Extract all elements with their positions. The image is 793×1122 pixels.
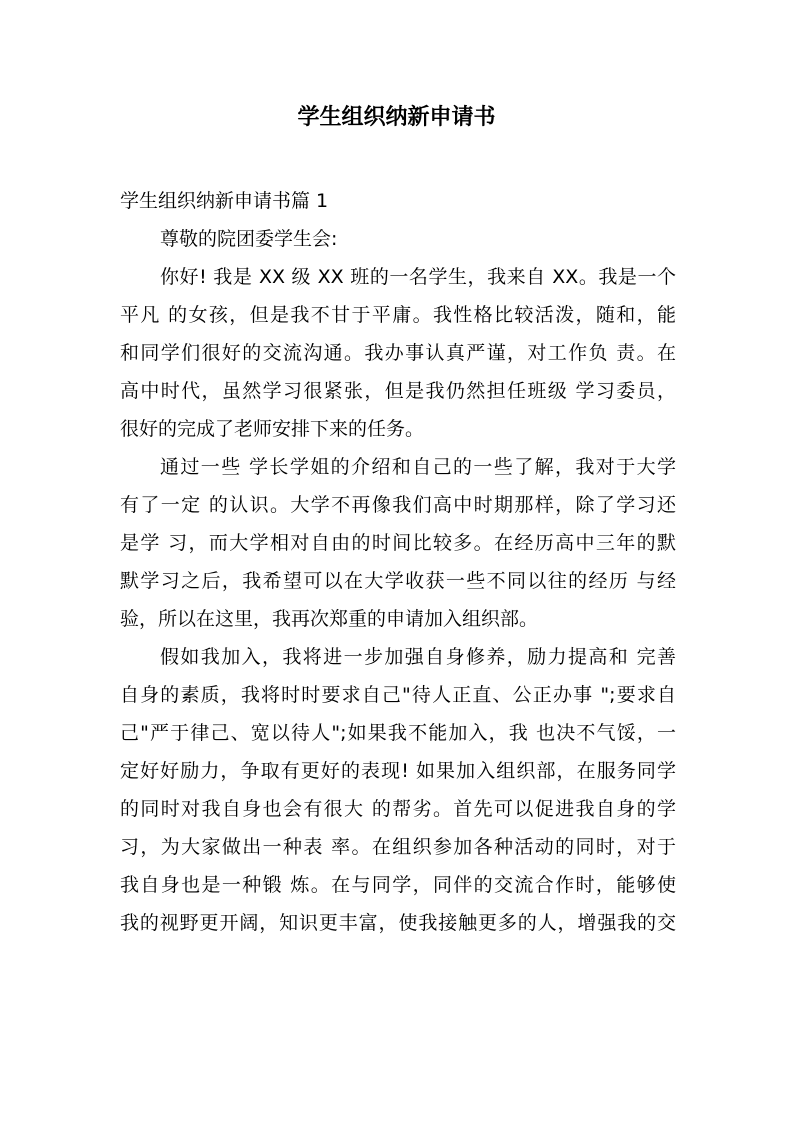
paragraph-line: 我的视野更开阔，知识更丰富，使我接触更多的人，增强我的交 (120, 912, 676, 934)
salutation: 尊敬的院团委学生会: (160, 228, 338, 250)
paragraph-line: 有了一定 的认识。大学不再像我们高中时期那样，除了学习还 (120, 494, 676, 516)
paragraph-line: 的同时对我自身也会有很大 的帮劣。首先可以促进我自身的学 (120, 798, 676, 820)
paragraph-line: 自身的素质，我将时时要求自己"待人正直、公正办事 ";要求自 (120, 684, 676, 706)
paragraph-line: 平凡 的女孩，但是我不甘于平庸。我性格比较活泼，随和，能 (120, 304, 676, 326)
paragraph-3 (120, 638, 676, 942)
section-heading: 学生组织纳新申请书篇 1 (120, 190, 329, 212)
paragraph-line: 很好的完成了老师安排下来的任务。 (120, 418, 425, 440)
paragraph-line: 验，所以在这里，我再次郑重的申请加入组织部。 (120, 608, 539, 630)
paragraph-line: 默学习之后，我希望可以在大学收获一些不同以往的经历 与经 (120, 570, 676, 592)
paragraph-line: 假如我加入，我将进一步加强自身修养，励力提高和 完善 (160, 646, 676, 668)
paragraph-line: 定好好励力，争取有更好的表现! 如果加入组织部，在服务同学 (120, 760, 676, 782)
document-title: 学生组织纳新申请书 (297, 105, 496, 130)
paragraph-line: 你好! 我是 XX 级 XX 班的一名学生，我来自 XX。我是一个 (160, 266, 676, 288)
paragraph-line: 通过一些 学长学姐的介绍和自己的一些了解，我对于大学 (160, 456, 676, 478)
paragraph-line: 习，为大家做出一种表 率。在组织参加各种活动的同时，对于 (120, 836, 676, 858)
paragraph-line: 我自身也是一种锻 炼。在与同学，同伴的交流合作时，能够使 (120, 874, 676, 896)
paragraph-2 (120, 448, 676, 638)
paragraph-line: 和同学们很好的交流沟通。我办事认真严谨，对工作负 责。在 (120, 342, 676, 364)
paragraph-line: 是学 习，而大学相对自由的时间比较多。在经历高中三年的默 (120, 532, 676, 554)
paragraph-1 (120, 258, 676, 448)
document-body (120, 182, 676, 942)
paragraph-line: 己"严于律己、宽以待人";如果我不能加入，我 也决不气馁，一 (120, 722, 676, 744)
paragraph-line: 高中时代，虽然学习很紧张，但是我仍然担任班级 学习委员， (120, 380, 676, 402)
